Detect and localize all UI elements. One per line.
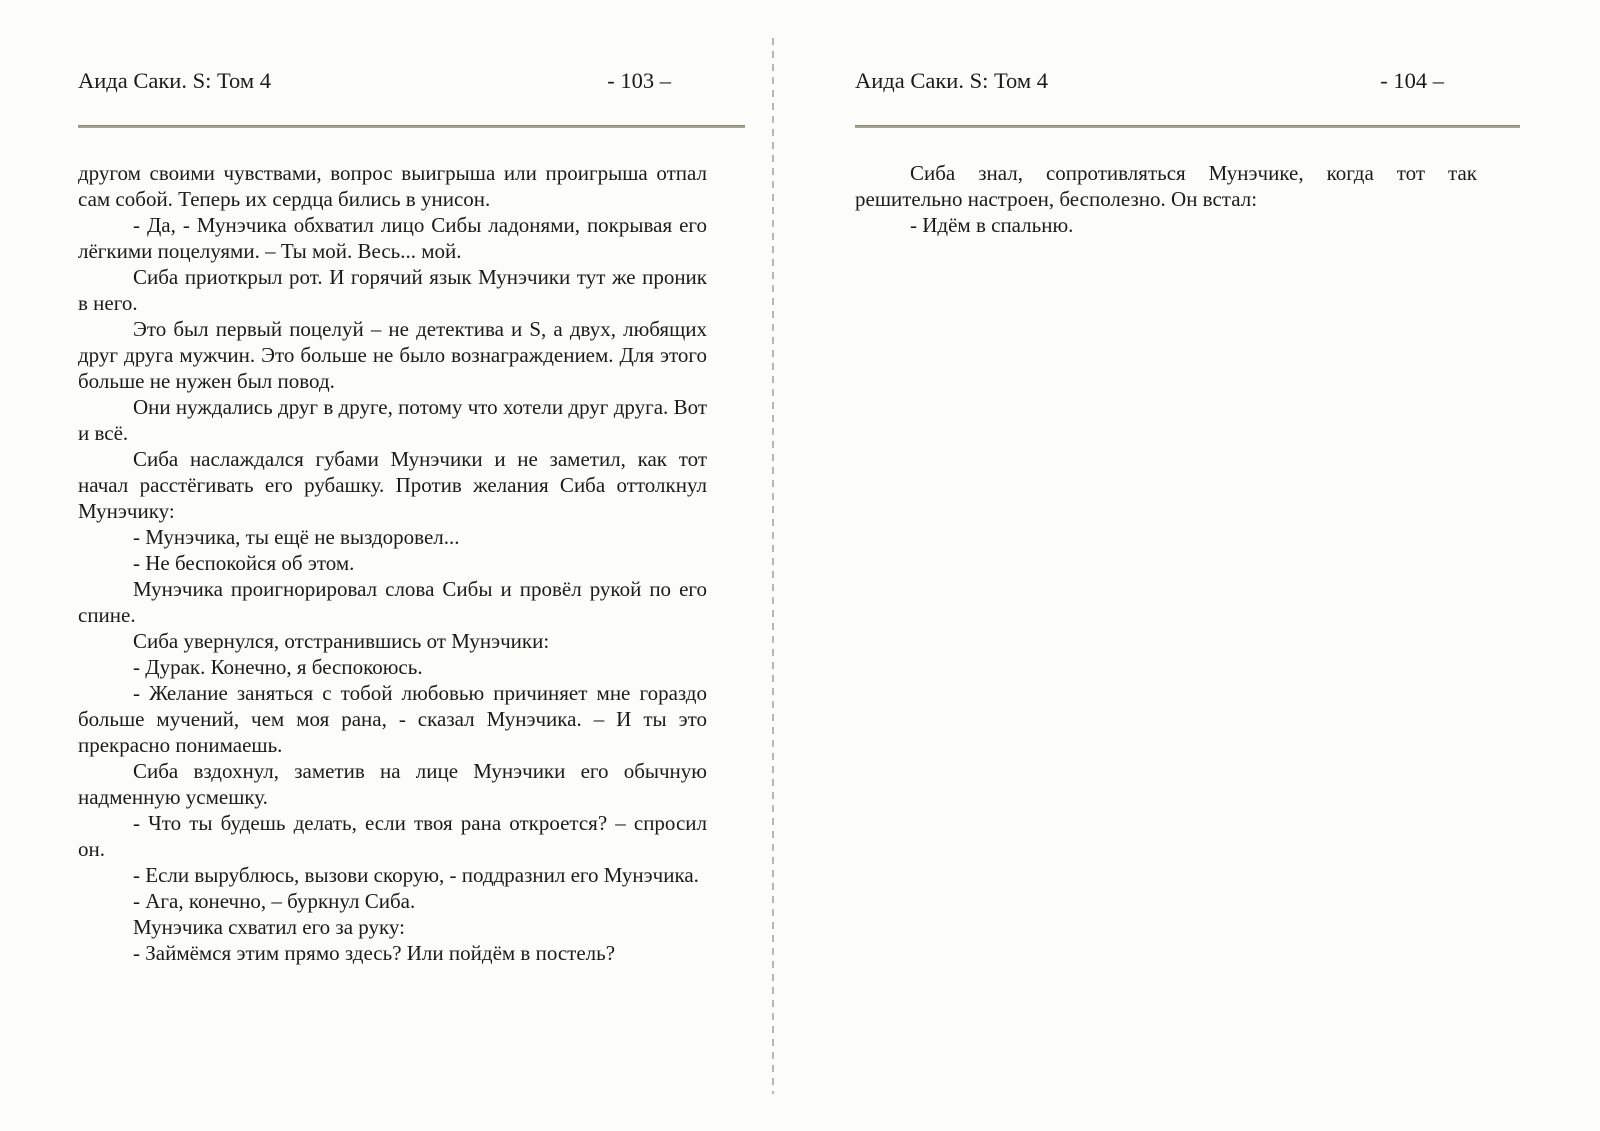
paragraph: - Да, - Мунэчика обхватил лицо Сибы ладонями, покрывая его лёгкими поцелуями. – Ты мой. Весь... мой. (78, 213, 707, 263)
paragraph: Сиба вздохнул, заметив на лице Мунэчики его обычную надменную усмешку. (78, 759, 707, 809)
paragraph: Мунэчика схватил его за руку: (133, 915, 405, 939)
page-body (855, 160, 1477, 238)
paragraph: Сиба наслаждался губами Мунэчики и не заметил, как тот начал расстёгивать его рубашку. Против желания Сиба оттолкнул Мунэчику: (78, 447, 707, 523)
page-number: - 104 – (1380, 68, 1444, 93)
paragraph: - Займёмся этим прямо здесь? Или пойдём в постель? (133, 941, 616, 965)
header-rule (855, 125, 1520, 128)
page-header (78, 66, 745, 96)
paragraph: - Желание заняться с тобой любовью причиняет мне гораздо больше мучений, чем моя рана, - сказал Мунэчика. – И ты это прекрасно понимаешь. (78, 681, 707, 757)
paragraph: - Дурак. Конечно, я беспокоюсь. (133, 655, 423, 679)
paragraph: другом своими чувствами, вопрос выигрыша или проигрыша отпал сам собой. Теперь их сердца бились в унисон. (78, 161, 707, 211)
paragraph: Они нуждались друг в друге, потому что хотели друг друга. Вот и всё. (78, 395, 707, 445)
book-title: Аида Саки. S: Том 4 (78, 68, 271, 93)
paragraph: Это был первый поцелуй – не детектива и S, а двух, любящих друг друга мужчин. Это больше не было вознаграждением. Для этого больше не нужен был повод. (78, 317, 707, 393)
header-rule (78, 125, 745, 128)
page-header (855, 66, 1520, 96)
paragraph: Сиба знал, сопротивляться Мунэчике, когда тот так решительно настроен, бесполезно. Он встал: (855, 161, 1477, 211)
paragraph: - Идём в спальню. (910, 213, 1074, 237)
paragraph: Сиба увернулся, отстранившись от Мунэчики: (133, 629, 550, 653)
book-title: Аида Саки. S: Том 4 (855, 68, 1048, 93)
paragraph: - Не беспокойся об этом. (133, 551, 355, 575)
paragraph: Мунэчика проигнорировал слова Сибы и провёл рукой по его спине. (78, 577, 707, 627)
paragraph: - Что ты будешь делать, если твоя рана откроется? – спросил он. (78, 811, 707, 861)
page-body (78, 160, 707, 966)
paragraph: - Мунэчика, ты ещё не выздоровел... (133, 525, 460, 549)
paragraph: - Если вырублюсь, вызови скорую, - поддразнил его Мунэчика. (133, 863, 699, 887)
paragraph: Сиба приоткрыл рот. И горячий язык Мунэчики тут же проник в него. (78, 265, 707, 315)
page-number: - 103 – (607, 68, 671, 93)
paragraph: - Ага, конечно, – буркнул Сиба. (133, 889, 416, 913)
page-divider-dashed-line (772, 38, 774, 1094)
